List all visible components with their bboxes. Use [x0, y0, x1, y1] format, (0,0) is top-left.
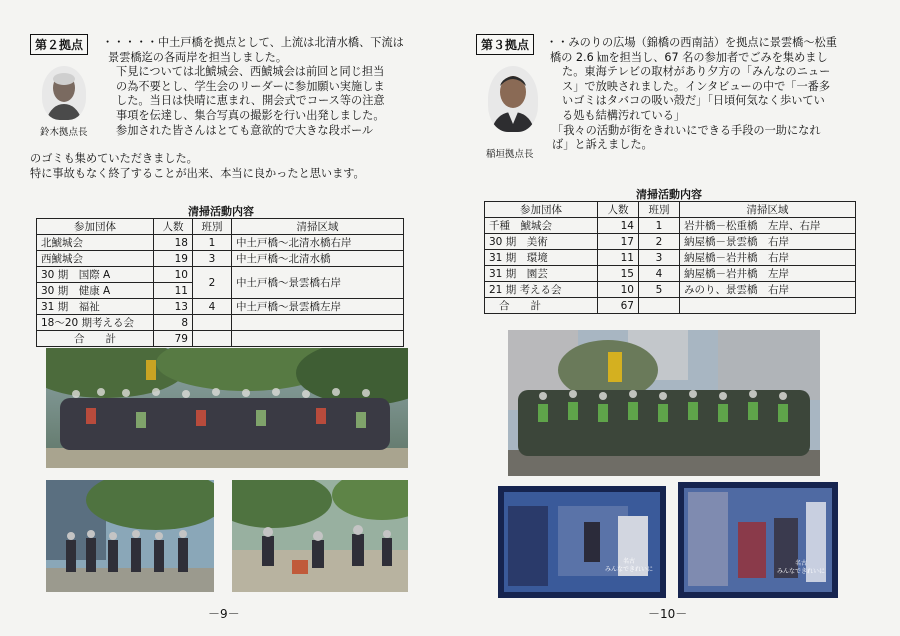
- section-badge: 第３拠点: [476, 34, 534, 55]
- table-total-row: [37, 331, 404, 347]
- area-cell: [232, 315, 404, 331]
- table-row: [485, 234, 856, 250]
- text-line: ・・・・・中土戸橋を拠点として、上流は北清水橋、下流は: [102, 36, 404, 49]
- text-line: した。当日は快晴に恵まれ、開会式でコース等の注意: [116, 94, 385, 108]
- col-header: 清掃区域: [232, 219, 404, 235]
- activity-table: [484, 201, 856, 314]
- count-cell: 13: [154, 299, 193, 315]
- portrait-caption: 鈴木拠点長: [40, 127, 88, 138]
- intro-text: [546, 36, 886, 153]
- portrait-photo: [488, 66, 538, 132]
- page-number: －10－: [648, 607, 688, 621]
- team-cell: [193, 315, 232, 331]
- area-cell: 中土戸橋～景雲橋左岸: [232, 299, 404, 315]
- count-cell: 11: [598, 250, 639, 266]
- table-row: [485, 266, 856, 282]
- walking-photo-left: [46, 480, 214, 592]
- team-cell: 3: [193, 251, 232, 267]
- group-photo: [508, 330, 820, 476]
- group-cell: 西鯱城会: [37, 251, 154, 267]
- text-line: ス」で放映されました。インタビューの中で「一番多: [562, 79, 831, 93]
- table-header-row: [37, 219, 404, 235]
- count-cell: 14: [598, 218, 639, 234]
- tv-caption: 名古 みんなできれいに: [776, 560, 825, 575]
- col-header: 清掃区域: [680, 202, 856, 218]
- group-cell: 北鯱城会: [37, 235, 154, 251]
- group-photo: [46, 348, 408, 468]
- table-row: [37, 235, 404, 251]
- area-cell: 納屋橋－岩井橋 左岸: [680, 266, 856, 282]
- col-header: 班別: [639, 202, 680, 218]
- area-cell: [232, 331, 404, 347]
- col-header: 参加団体: [37, 219, 154, 235]
- portrait-photo: [42, 66, 86, 120]
- tv-screenshot-right: [678, 482, 838, 598]
- text-line: 「我々の活動が街をきれいにできる手段の一助になれ: [552, 123, 821, 137]
- col-header: 人数: [598, 202, 639, 218]
- count-cell: 15: [598, 266, 639, 282]
- area-cell: 中土戸橋～北清水橋: [232, 251, 404, 267]
- text-line: 橋の 2.6 ㎞を担当し、67 名の参加者でごみを集めまし: [550, 50, 828, 64]
- total-count-cell: 79: [154, 331, 193, 347]
- team-cell: 2: [193, 267, 232, 299]
- cleaning-photo-right: [232, 480, 408, 592]
- activity-table: [36, 218, 404, 347]
- tv-screenshot-left: [498, 486, 666, 598]
- text-line: 事項を伝達し、集合写真の撮影を行い出発しました。: [116, 108, 385, 122]
- section-badge: 第２拠点: [30, 34, 88, 55]
- table-title: 清掃活動内容: [636, 188, 702, 201]
- group-cell: 30 期 健康 A: [37, 283, 154, 299]
- table-header-row: [485, 202, 856, 218]
- portrait-caption: 稲垣拠点長: [486, 149, 534, 160]
- group-cell: 31 期 園芸: [485, 266, 598, 282]
- group-cell: 千種 鯱城会: [485, 218, 598, 234]
- table-row: [485, 250, 856, 266]
- team-cell: 5: [639, 282, 680, 298]
- area-cell: みのり、景雲橋 右岸: [680, 282, 856, 298]
- table-row: [37, 251, 404, 267]
- closing-text: [30, 152, 440, 181]
- team-cell: 3: [639, 250, 680, 266]
- team-cell: 4: [639, 266, 680, 282]
- group-cell: 31 期 福祉: [37, 299, 154, 315]
- text-line: 特に事故もなく終了することが出来、本当に良かったと思います。: [30, 166, 365, 180]
- area-cell: 納屋橋－景雲橋 右岸: [680, 234, 856, 250]
- group-cell: 31 期 環境: [485, 250, 598, 266]
- text-line: ・・みのりの広場（錦橋の西南詰）を拠点に景雲橋～松重: [546, 36, 837, 49]
- area-cell: 岩井橋－松重橋 左岸、右岸: [680, 218, 856, 234]
- group-cell: 30 期 美術: [485, 234, 598, 250]
- count-cell: 8: [154, 315, 193, 331]
- tv-caption: 名古 みんなできれいに: [604, 558, 653, 573]
- team-cell: 4: [193, 299, 232, 315]
- count-cell: 18: [154, 235, 193, 251]
- table-total-row: [485, 298, 856, 314]
- text-line: いゴミはタバコの吸い殻だ」「日頃何気なく歩いてい: [562, 94, 825, 108]
- table-row: [37, 299, 404, 315]
- table-row: [485, 282, 856, 298]
- col-header: 参加団体: [485, 202, 598, 218]
- total-label-cell: 合 計: [485, 298, 598, 314]
- text-line: のゴミも集めていただきました。: [30, 152, 198, 165]
- area-cell: 中土戸橋～北清水橋右岸: [232, 235, 404, 251]
- total-label-cell: 合 計: [37, 331, 154, 347]
- col-header: 人数: [154, 219, 193, 235]
- table-title: 清掃活動内容: [188, 205, 254, 218]
- team-cell: [193, 331, 232, 347]
- text-line: た。東海テレビの取材があり夕方の「みんなのニュー: [562, 65, 831, 79]
- count-cell: 10: [154, 267, 193, 283]
- group-cell: 30 期 国際 A: [37, 267, 154, 283]
- total-count-cell: 67: [598, 298, 639, 314]
- text-line: 参加された皆さんはとても意欲的で大きな段ボール: [116, 123, 374, 137]
- area-cell: 納屋橋－岩井橋 右岸: [680, 250, 856, 266]
- page-number: －9－: [208, 607, 240, 621]
- text-line: 景雲橋迄の各両岸を担当しました。: [108, 50, 288, 64]
- page-10: [452, 0, 900, 636]
- table-row: [485, 218, 856, 234]
- area-cell: [680, 298, 856, 314]
- team-cell: 2: [639, 234, 680, 250]
- table-row: [37, 267, 404, 283]
- text-line: 下見については北鯱城会、西鯱城会は前回と同じ担当: [116, 65, 385, 79]
- text-line: る処も結構汚れている」: [562, 108, 686, 122]
- team-cell: 1: [639, 218, 680, 234]
- col-header: 班別: [193, 219, 232, 235]
- text-line: ば」と訴えました。: [552, 138, 653, 152]
- count-cell: 19: [154, 251, 193, 267]
- text-line: の為不要とし、学生会のリーダーに参加願い実施しま: [116, 79, 385, 93]
- group-cell: 18～20 期考える会: [37, 315, 154, 331]
- count-cell: 17: [598, 234, 639, 250]
- count-cell: 10: [598, 282, 639, 298]
- table-row: [37, 315, 404, 331]
- count-cell: 11: [154, 283, 193, 299]
- team-cell: 1: [193, 235, 232, 251]
- group-cell: 21 期 考える会: [485, 282, 598, 298]
- area-cell: 中土戸橋～景雲橋右岸: [232, 267, 404, 299]
- team-cell: [639, 298, 680, 314]
- intro-text: [102, 36, 432, 138]
